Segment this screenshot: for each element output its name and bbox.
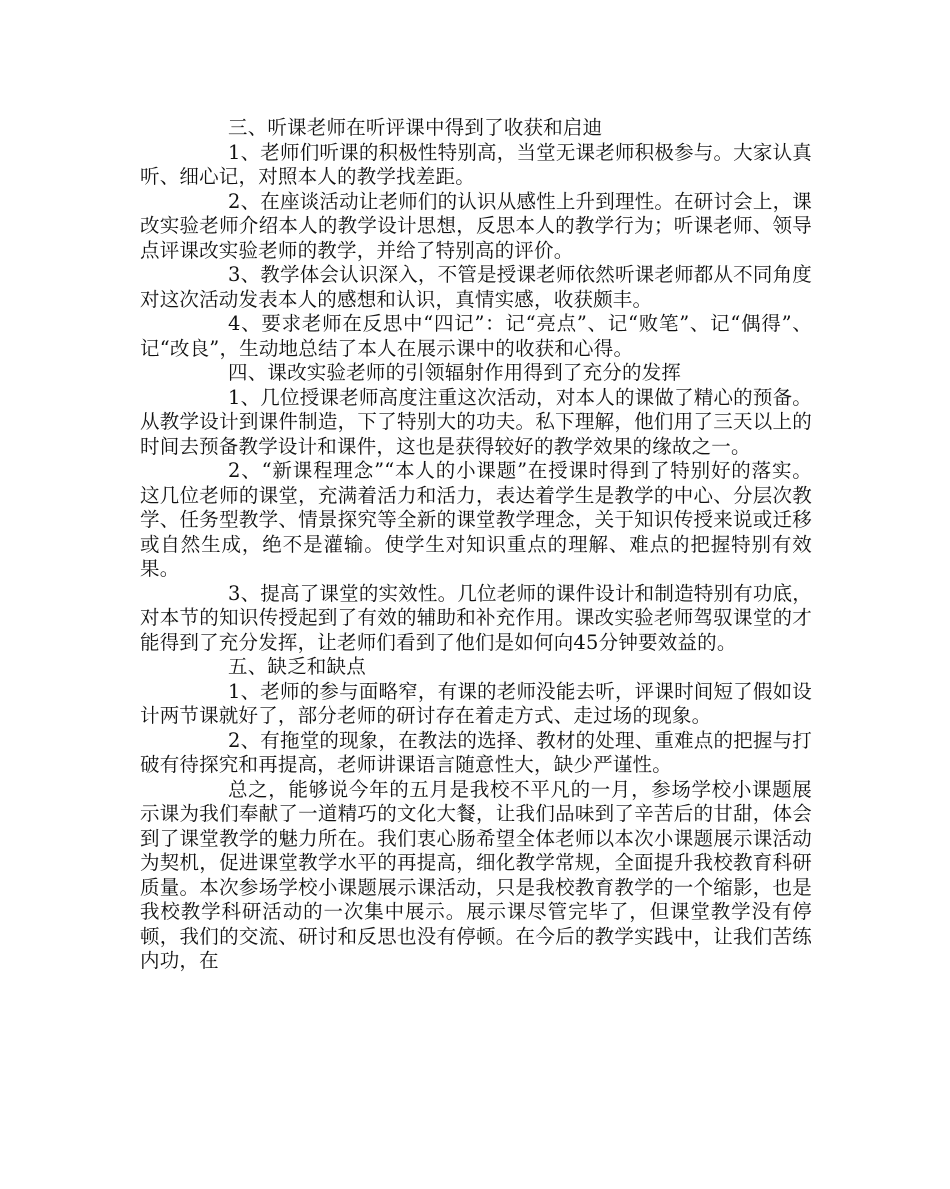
section-heading-4: 四、课改实验老师的引领辐射作用得到了充分的发挥: [228, 361, 682, 384]
paragraph: 4、要求老师在反思中“四记”：记“亮点”、记“败笔”、记“偶得”、记“改良”，生动地总结了本人在展示课中的收获和心得。: [140, 312, 812, 360]
paragraph: 1、老师们听课的积极性特别高，当堂无课老师积极参与。大家认真听、细心记，对照本人的教学找差距。: [140, 140, 812, 188]
conclusion-paragraph: 总之，能够说今年的五月是我校不平凡的一月，参场学校小课题展示课为我们奉献了一道精巧的文化大餐，让我们品味到了辛苦后的甘甜，体会到了课堂教学的魅力所在。我们衷心肠希望全体老师以本次小课题展示课活动为契机，促进课堂教学水平的再提高，细化教学常规，全面提升我校教育科研质量。本次参场学校小课题展示课活动，只是我校教育教学的一个缩影，也是我校教学科研活动的一次集中展示。展示课尽管完毕了，但课堂教学没有停顿，我们的交流、研讨和反思也没有停顿。在今后的教学实践中，让我们苦练内功，在: [140, 777, 812, 972]
paragraph: 1、老师的参与面略窄，有课的老师没能去听，评课时间短了假如设计两节课就好了，部分老师的研讨存在着走方式、走过场的现象。: [140, 679, 812, 727]
paragraph: 2、有拖堂的现象，在教法的选择、教材的处理、重难点的把握与打破有待探究和再提高，老师讲课语言随意性大，缺少严谨性。: [140, 728, 812, 776]
document-body: [140, 116, 812, 974]
section-heading-5: 五、缺乏和缺点: [228, 655, 366, 678]
paragraph: 1、几位授课老师高度注重这次活动，对本人的课做了精心的预备。从教学设计到课件制造，下了特别大的功夫。私下理解，他们用了三天以上的时间去预备教学设计和课件，这也是获得较好的教学效果的缘故之一。: [140, 385, 812, 458]
paragraph: 3、提高了课堂的实效性。几位老师的课件设计和制造特别有功底，对本节的知识传授起到了有效的辅助和补充作用。课改实验老师驾驭课堂的才能得到了充分发挥，让老师们看到了他们是如何向45分钟要效益的。: [140, 581, 812, 654]
paragraph: 2、在座谈活动让老师们的认识从感性上升到理性。在研讨会上，课改实验老师介绍本人的教学设计思想，反思本人的教学行为；听课老师、领导点评课改实验老师的教学，并给了特别高的评价。: [140, 189, 812, 262]
section-heading-3: 三、听课老师在听评课中得到了收获和启迪: [228, 116, 603, 139]
paragraph: 2、“新课程理念”“本人的小课题”在授课时得到了特别好的落实。这几位老师的课堂，充满着活力和活力，表达着学生是教学的中心、分层次教学、任务型教学、情景探究等全新的课堂教学理念，关于知识传授来说或迁移或自然生成，绝不是灌输。使学生对知识重点的理解、难点的把握特别有效果。: [140, 459, 812, 580]
paragraph: 3、教学体会认识深入，不管是授课老师依然听课老师都从不同角度对这次活动发表本人的感想和认识，真情实感，收获颇丰。: [140, 263, 812, 311]
